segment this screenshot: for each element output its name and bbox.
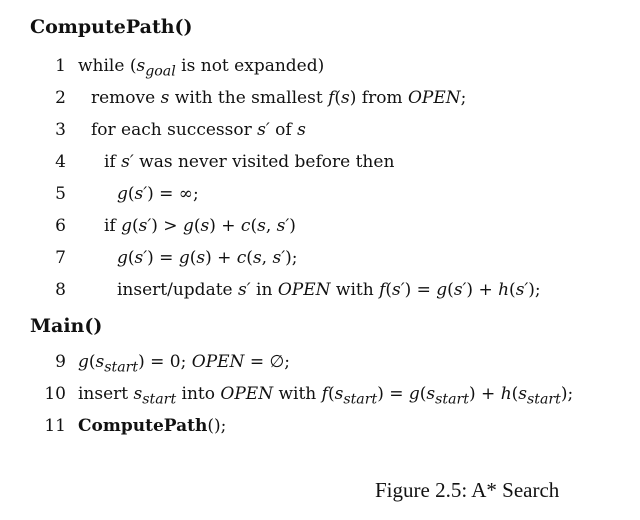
line-number: 8 [55, 280, 66, 300]
code-text: for each successor s′ of s [91, 120, 306, 140]
compute_path-line-4 [0, 150, 640, 174]
compute_path-line-2 [0, 86, 640, 110]
code-text: insert/update s′ in OPEN with f(s′) = g(s′) + h(s′); [117, 280, 541, 300]
main-line-10 [0, 382, 640, 406]
main-title: Main() [30, 315, 103, 337]
code-text: insert $s_{start}$ into OPEN with $f(s_{start}) = g(s_{start}) + h(s_{start})$; [78, 384, 574, 408]
line-number: 9 [55, 352, 66, 372]
code-text: if g(s′) > g(s) + c(s, s′) [104, 216, 296, 236]
code-text: $g(s_{start}) = 0$; OPEN = ∅; [78, 352, 291, 376]
compute_path-line-7 [0, 246, 640, 270]
main-line-9 [0, 350, 640, 374]
compute_path-line-6 [0, 214, 640, 238]
line-number: 5 [55, 184, 66, 204]
line-number: 7 [55, 248, 66, 268]
line-number: 1 [55, 56, 66, 76]
compute_path-line-5 [0, 182, 640, 206]
code-text: while ($s_{goal}$ is not expanded) [78, 56, 325, 80]
code-text: remove s with the smallest f(s) from OPEN; [91, 88, 467, 108]
main-line-11 [0, 414, 640, 438]
line-number: 2 [55, 88, 66, 108]
compute-path-title: ComputePath() [30, 16, 193, 38]
compute_path-line-8 [0, 278, 640, 302]
code-text: ComputePath(); [78, 416, 227, 436]
line-number: 10 [44, 384, 66, 404]
line-number: 3 [55, 120, 66, 140]
code-text: g(s′) = g(s) + c(s, s′); [117, 248, 298, 268]
compute_path-line-1 [0, 54, 640, 78]
line-number: 4 [55, 152, 66, 172]
line-number: 6 [55, 216, 66, 236]
code-text: g(s′) = ∞; [117, 184, 199, 204]
figure-caption: Figure 2.5: A* Search [375, 478, 560, 502]
compute_path-line-3 [0, 118, 640, 142]
line-number: 11 [44, 416, 66, 436]
code-text: if s′ was never visited before then [104, 152, 395, 172]
